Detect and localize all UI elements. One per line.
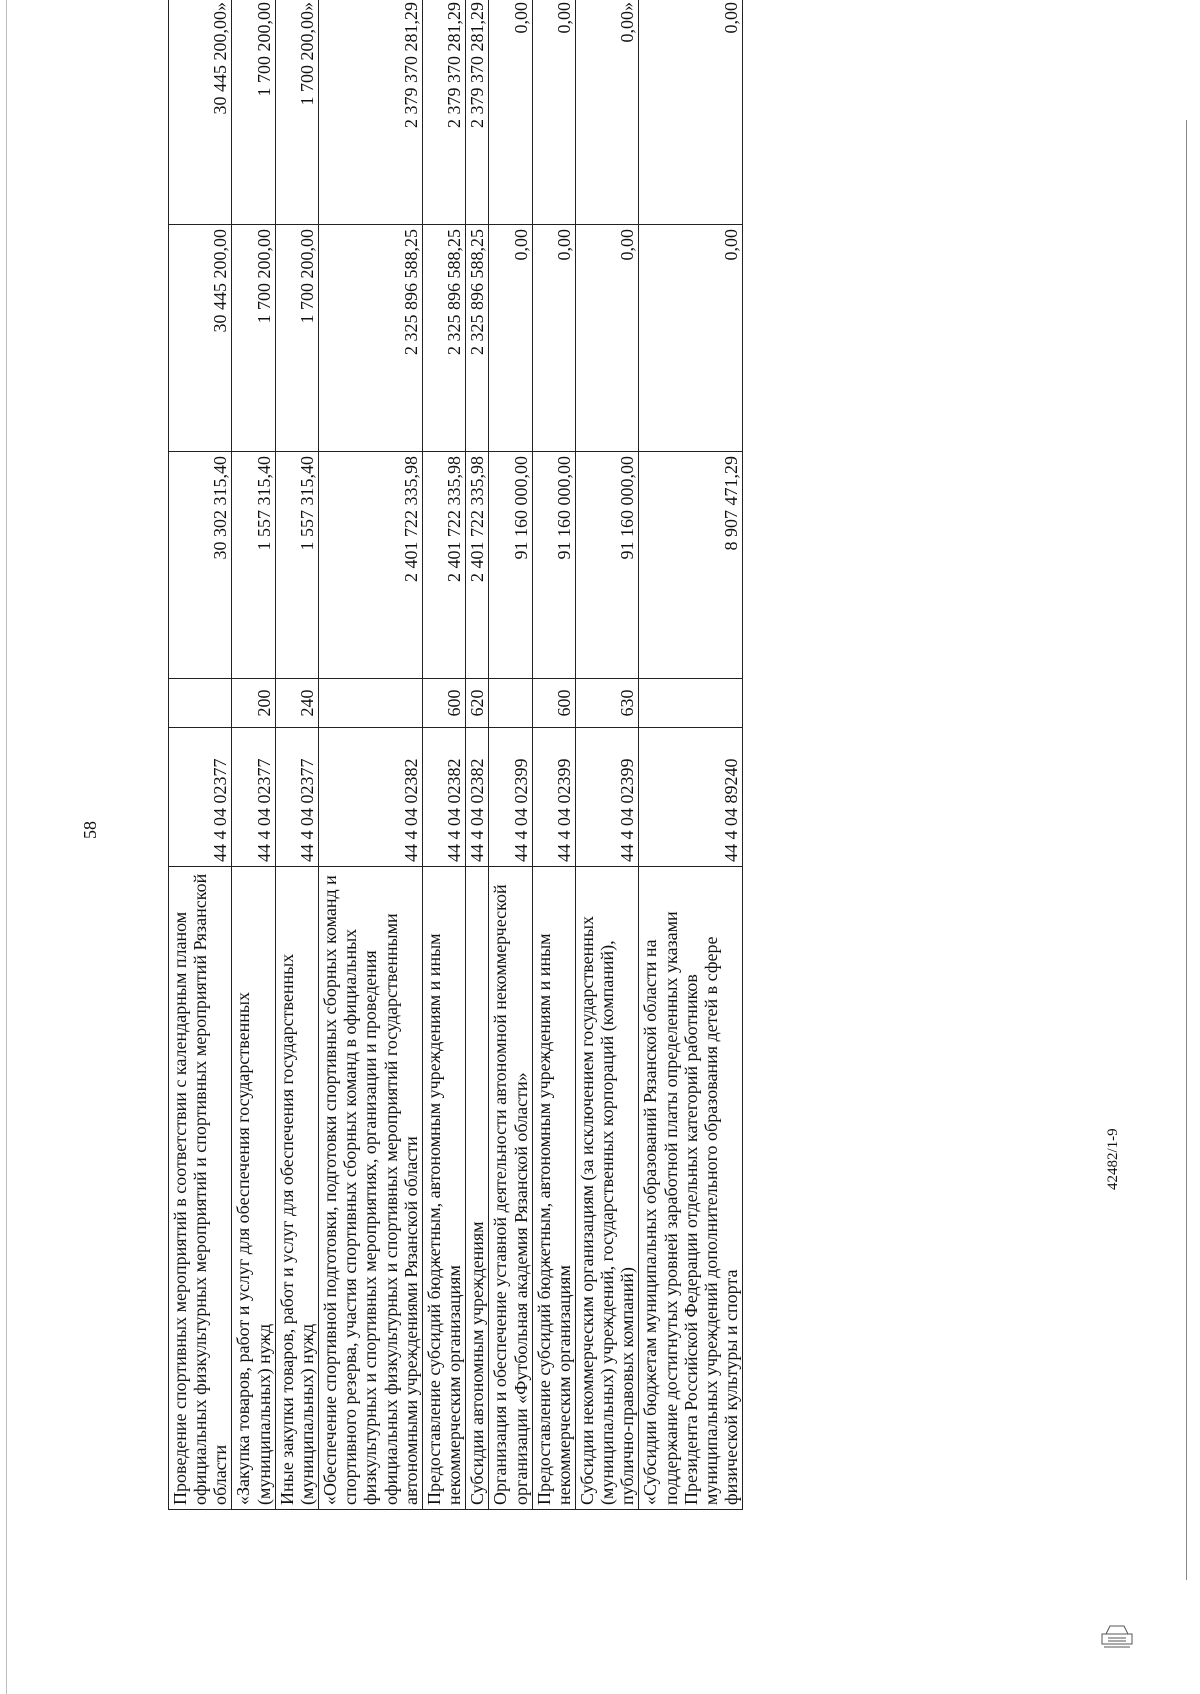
row-amount-year1-cell: 1 557 315,40 xyxy=(275,452,318,679)
row-amount-year3-cell: 0,00 xyxy=(489,0,532,225)
row-code-cell: 44 4 04 02399 xyxy=(489,728,532,867)
row-amount-year2-cell: 1 700 200,00 xyxy=(232,225,275,452)
row-code-cell: 44 4 04 02382 xyxy=(422,728,465,867)
row-amount-year2-cell: 2 325 896 588,25 xyxy=(422,225,465,452)
row-amount-year2-cell: 0,00 xyxy=(639,225,743,452)
scan-edge-left xyxy=(6,0,7,1694)
row-expense-type-cell xyxy=(169,679,232,728)
row-amount-year2-cell: 0,00 xyxy=(532,225,575,452)
row-amount-year3-cell: 2 379 370 281,29 xyxy=(319,0,423,225)
table-row xyxy=(639,0,743,1510)
row-amount-year3-cell: 30 445 200,00» xyxy=(169,0,232,225)
table-row xyxy=(532,0,575,1510)
row-name-cell: Проведение спортивных мероприятий в соответствии с календарным планом официальных физкультурных мероприятий и спортивных мероприятий Рязанской области xyxy=(169,867,232,1510)
row-name-cell: Субсидии автономным учреждениям xyxy=(466,867,489,1510)
table-row xyxy=(422,0,465,1510)
row-amount-year1-cell: 91 160 000,00 xyxy=(489,452,532,679)
row-code-cell: 44 4 04 02399 xyxy=(575,728,638,867)
table-row xyxy=(275,0,318,1510)
row-amount-year1-cell: 91 160 000,00 xyxy=(575,452,638,679)
row-code-cell: 44 4 04 02377 xyxy=(232,728,275,867)
row-code-cell: 44 4 04 02377 xyxy=(169,728,232,867)
row-amount-year1-cell: 2 401 722 335,98 xyxy=(422,452,465,679)
row-amount-year3-cell: 1 700 200,00 xyxy=(232,0,275,225)
table-row xyxy=(489,0,532,1510)
table-row xyxy=(232,0,275,1510)
table-row xyxy=(466,0,489,1510)
row-amount-year2-cell: 0,00 xyxy=(489,225,532,452)
row-amount-year3-cell: 2 379 370 281,29 xyxy=(422,0,465,225)
row-name-cell: Предоставление субсидий бюджетным, автономным учреждениям и иным некоммерческим организациям xyxy=(422,867,465,1510)
document-code: 42482/1-9 xyxy=(1105,1128,1121,1190)
row-amount-year3-cell: 0,00 xyxy=(532,0,575,225)
row-amount-year1-cell: 91 160 000,00 xyxy=(532,452,575,679)
row-code-cell: 44 4 04 02399 xyxy=(532,728,575,867)
row-amount-year1-cell: 2 401 722 335,98 xyxy=(466,452,489,679)
row-name-cell: Субсидии некоммерческим организациям (за исключением государственных (муниципальных) учреждений, государственных корпораций (компаний), публично-правовых компаний) xyxy=(575,867,638,1510)
row-code-cell: 44 4 04 89240 xyxy=(639,728,743,867)
row-expense-type-cell: 620 xyxy=(466,679,489,728)
row-code-cell: 44 4 04 02377 xyxy=(275,728,318,867)
table-row xyxy=(575,0,638,1510)
row-expense-type-cell xyxy=(489,679,532,728)
row-amount-year1-cell: 8 907 471,29 xyxy=(639,452,743,679)
row-name-cell: «Субсидии бюджетам муниципальных образований Рязанской области на поддержание достигнутых уровней заработной платы определенных указами Президента Российской Федерации отдельных категорий работников муниципальных учреждений дополнительного образования детей в сфере физической культуры и спорта xyxy=(639,867,743,1510)
table-row xyxy=(169,0,232,1510)
row-amount-year2-cell: 1 700 200,00 xyxy=(275,225,318,452)
row-expense-type-cell xyxy=(319,679,423,728)
row-amount-year2-cell: 30 445 200,00 xyxy=(169,225,232,452)
table-row xyxy=(319,0,423,1510)
row-amount-year2-cell: 2 325 896 588,25 xyxy=(319,225,423,452)
row-amount-year3-cell: 0,00» xyxy=(575,0,638,225)
row-name-cell: «Обеспечение спортивной подготовки, подготовки спортивных сборных команд и спортивного резерва, участия спортивных сборных команд в официальных физкультурных и спортивных мероприятиях, организации и проведения официальных физкультурных и спортивных мероприятий государственными автономными учреждениями Рязанской области xyxy=(319,867,423,1510)
row-expense-type-cell: 600 xyxy=(422,679,465,728)
budget-table-rotated xyxy=(168,2,1048,1510)
row-expense-type-cell: 240 xyxy=(275,679,318,728)
row-code-cell: 44 4 04 02382 xyxy=(319,728,423,867)
row-name-cell: Иные закупки товаров, работ и услуг для обеспечения государственных (муниципальных) нужд xyxy=(275,867,318,1510)
row-code-cell: 44 4 04 02382 xyxy=(466,728,489,867)
row-expense-type-cell: 200 xyxy=(232,679,275,728)
row-amount-year1-cell: 2 401 722 335,98 xyxy=(319,452,423,679)
row-amount-year3-cell: 2 379 370 281,29 xyxy=(466,0,489,225)
row-amount-year3-cell: 1 700 200,00» xyxy=(275,0,318,225)
row-expense-type-cell: 600 xyxy=(532,679,575,728)
row-amount-year2-cell: 0,00 xyxy=(575,225,638,452)
row-name-cell: Предоставление субсидий бюджетным, автономным учреждениям и иным некоммерческим организациям xyxy=(532,867,575,1510)
scan-edge-right xyxy=(1186,120,1187,1580)
budget-table xyxy=(168,0,743,1510)
row-name-cell: «Закупка товаров, работ и услуг для обеспечения государственных (муниципальных) нужд xyxy=(232,867,275,1510)
row-expense-type-cell: 630 xyxy=(575,679,638,728)
row-amount-year1-cell: 30 302 315,40 xyxy=(169,452,232,679)
page-number: 58 xyxy=(80,821,100,839)
row-amount-year3-cell: 0,00 xyxy=(639,0,743,225)
printer-logo-icon xyxy=(1098,1620,1136,1650)
row-amount-year1-cell: 1 557 315,40 xyxy=(232,452,275,679)
row-amount-year2-cell: 2 325 896 588,25 xyxy=(466,225,489,452)
row-expense-type-cell xyxy=(639,679,743,728)
row-name-cell: Организация и обеспечение уставной деятельности автономной некоммерческой организации «Футбольная академия Рязанской области» xyxy=(489,867,532,1510)
